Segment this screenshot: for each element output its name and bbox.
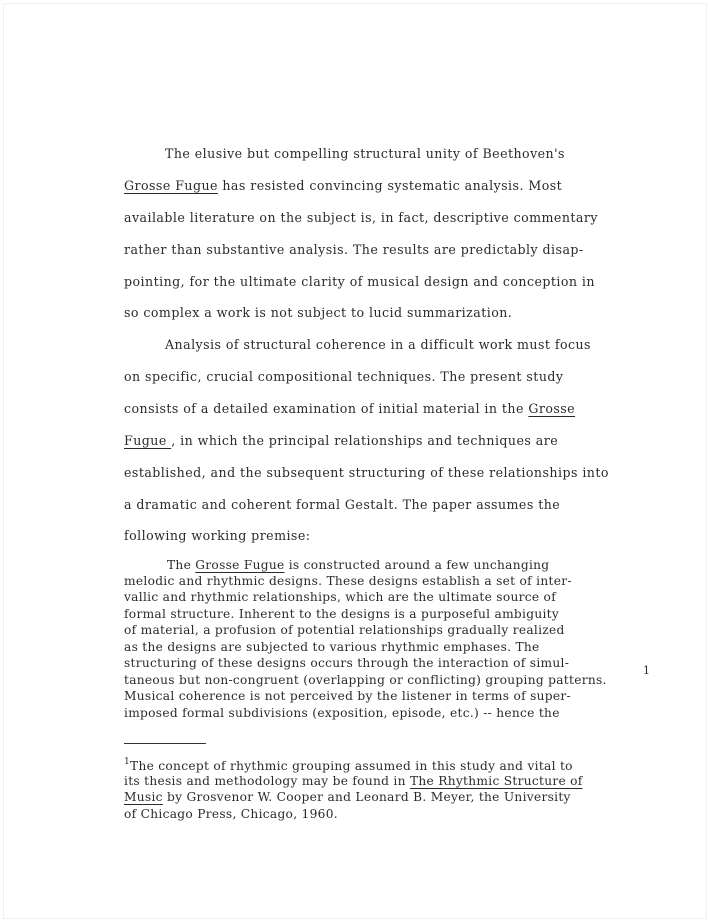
text: The — [167, 558, 196, 572]
footnote-line-4: of Chicago Press, Chicago, 1960. — [124, 807, 338, 821]
quote-line-9: Musical coherence is not perceived by the listener in terms of super- — [124, 689, 571, 703]
quote-line-3: vallic and rhythmic relationships, which are the ultimate source of — [124, 590, 557, 604]
text: , in which the principal relationships and techniques are — [171, 433, 559, 448]
work-title: Grosse Fugue — [124, 178, 218, 193]
quote-line-7: structuring of these designs occurs through the interaction of simul- — [124, 656, 570, 670]
quote-line-1 — [167, 558, 549, 572]
book-title: The Rhythmic Structure of — [409, 774, 583, 788]
work-title: Fugue — [124, 433, 172, 448]
quote-line-4: formal structure. Inherent to the designs is a purposeful ambiguity — [124, 607, 560, 621]
text: consists of a detailed examination of initial material in the — [124, 401, 529, 416]
work-title: Grosse — [528, 401, 576, 416]
paragraph-1-line-6: so complex a work is not subject to lucid summarization. — [124, 305, 513, 320]
footnote-reference: 1 — [643, 664, 650, 677]
work-title: Grosse Fugue — [195, 558, 285, 572]
quote-line-6: as the designs are subjected to various rhythmic emphases. The — [124, 640, 540, 654]
paragraph-1-line-2 — [124, 178, 562, 193]
text: its thesis and methodology may be found in — [124, 774, 410, 788]
quote-line-8: taneous but non-congruent (overlapping or conflicting) grouping patterns. — [124, 673, 607, 687]
paragraph-2-line-6: a dramatic and coherent formal Gestalt. The paper assumes the — [124, 497, 561, 512]
text: is constructed around a few unchanging — [284, 558, 550, 572]
paragraph-2-line-1: Analysis of structural coherence in a difficult work must focus — [165, 337, 591, 352]
quote-line-10: imposed formal subdivisions (exposition, episode, etc.) -- hence the — [124, 706, 560, 720]
text: The concept of rhythmic grouping assumed in this study and vital to — [130, 759, 573, 773]
footnote-line-1 — [124, 757, 573, 773]
quote-line-2: melodic and rhythmic designs. These designs establish a set of inter- — [124, 574, 572, 588]
paragraph-1-line-5: pointing, for the ultimate clarity of musical design and conception in — [124, 274, 595, 289]
paragraph-2-line-3 — [124, 401, 575, 416]
book-title: Music — [124, 790, 163, 804]
paragraph-2-line-7: following working premise: — [124, 528, 311, 543]
quote-line-5: of material, a profusion of potential relationships gradually realized — [124, 623, 565, 637]
paragraph-2-line-4 — [124, 433, 558, 448]
footnote-line-3 — [124, 790, 571, 804]
footnote-separator — [124, 743, 206, 744]
paragraph-1-line-4: rather than substantive analysis. The results are predictably disap- — [124, 242, 584, 257]
footnote-line-2 — [124, 774, 583, 788]
paragraph-1-line-3: available literature on the subject is, in fact, descriptive commentary — [124, 210, 598, 225]
paragraph-1-line-1: The elusive but compelling structural unity of Beethoven's — [165, 146, 565, 161]
paragraph-2-line-2: on specific, crucial compositional techniques. The present study — [124, 369, 564, 384]
paragraph-2-line-5: established, and the subsequent structuring of these relationships into — [124, 465, 609, 480]
text: by Grosvenor W. Cooper and Leonard B. Meyer, the University — [162, 790, 571, 804]
text: has resisted convincing systematic analysis. Most — [217, 178, 563, 193]
footnote-marker: 1 — [124, 757, 131, 767]
